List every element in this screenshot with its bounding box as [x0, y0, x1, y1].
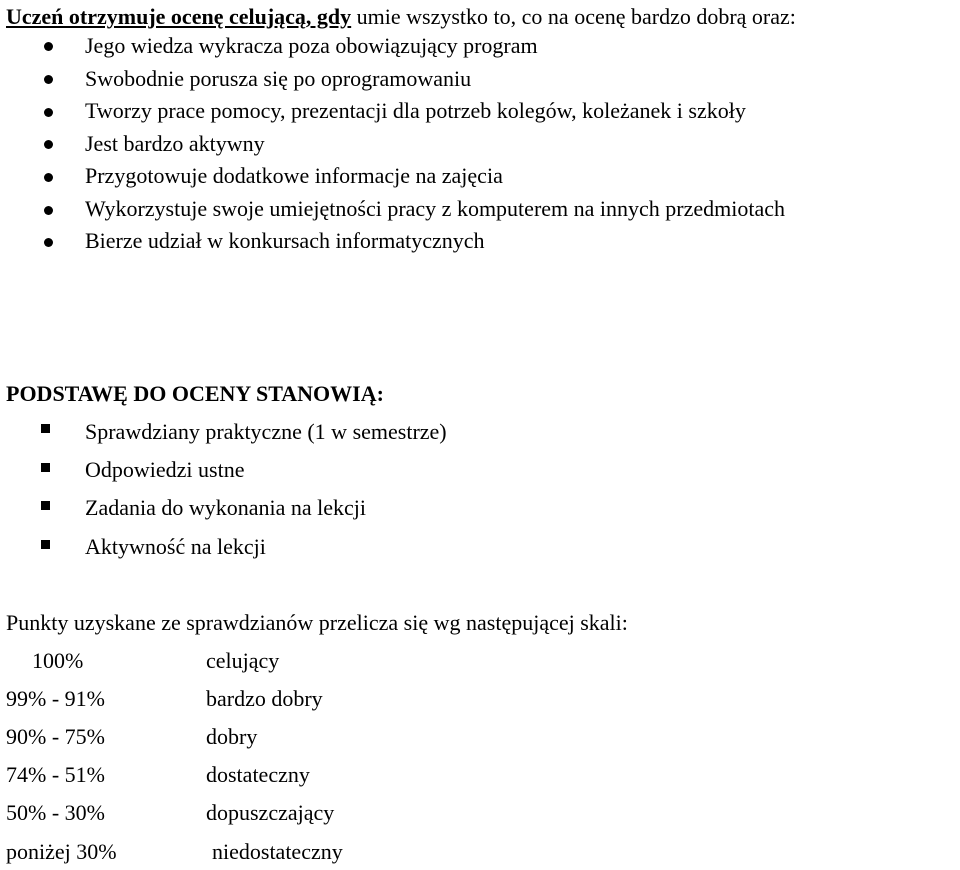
intro-rest: umie wszystko to, co na ocenę bardzo dobrą oraz: — [351, 4, 796, 29]
list-item: Przygotowuje dodatkowe informacje na zajęcia — [85, 163, 503, 188]
scale-range: 99% - 91% — [6, 686, 105, 711]
scale-range: poniżej 30% — [6, 839, 117, 864]
list-item: Aktywność na lekcji — [85, 534, 266, 559]
scale-range: 50% - 30% — [6, 800, 105, 825]
intro-lead: Uczeń otrzymuje ocenę celującą, gdy — [6, 4, 352, 29]
list-item: Swobodnie porusza się po oprogramowaniu — [85, 66, 472, 91]
list-item: Jego wiedza wykracza poza obowiązujący program — [85, 33, 538, 58]
scale-grade: bardzo dobry — [206, 686, 323, 711]
list-item: Sprawdziany praktyczne (1 w semestrze) — [85, 419, 447, 444]
scale-grade: dopuszczający — [206, 800, 335, 825]
bullet-dot-icon — [44, 140, 53, 149]
scale-grade: celujący — [206, 648, 280, 673]
list-item: Jest bardzo aktywny — [85, 131, 265, 156]
scale-range: 90% - 75% — [6, 724, 105, 749]
list-item: Wykorzystuje swoje umiejętności pracy z komputerem na innych przedmiotach — [85, 196, 786, 221]
bullet-dot-icon — [44, 108, 53, 117]
list-item: Tworzy prace pomocy, prezentacji dla potrzeb kolegów, koleżanek i szkoły — [85, 98, 746, 123]
bullet-dot-icon — [44, 238, 53, 247]
bullet-dot-icon — [44, 206, 53, 215]
bullet-square-icon — [41, 424, 50, 433]
list-item: Bierze udział w konkursach informatycznych — [85, 228, 485, 253]
bullet-square-icon — [41, 463, 50, 472]
intro-sentence — [6, 3, 796, 31]
scale-range: 74% - 51% — [6, 762, 105, 787]
list-item: Odpowiedzi ustne — [85, 457, 245, 482]
bullet-dot-icon — [44, 42, 53, 51]
bullet-dot-icon — [44, 75, 53, 84]
bullet-dot-icon — [44, 173, 53, 182]
bullet-square-icon — [41, 501, 50, 510]
basis-heading: PODSTAWĘ DO OCENY STANOWIĄ: — [6, 381, 384, 406]
scale-grade: niedostateczny — [212, 839, 343, 864]
list-item: Zadania do wykonania na lekcji — [85, 495, 367, 520]
scale-intro: Punkty uzyskane ze sprawdzianów przelicza się wg następującej skali: — [6, 610, 628, 635]
bullet-square-icon — [41, 540, 50, 549]
scale-range: 100% — [32, 648, 84, 673]
scale-grade: dostateczny — [206, 762, 310, 787]
scale-grade: dobry — [206, 724, 258, 749]
